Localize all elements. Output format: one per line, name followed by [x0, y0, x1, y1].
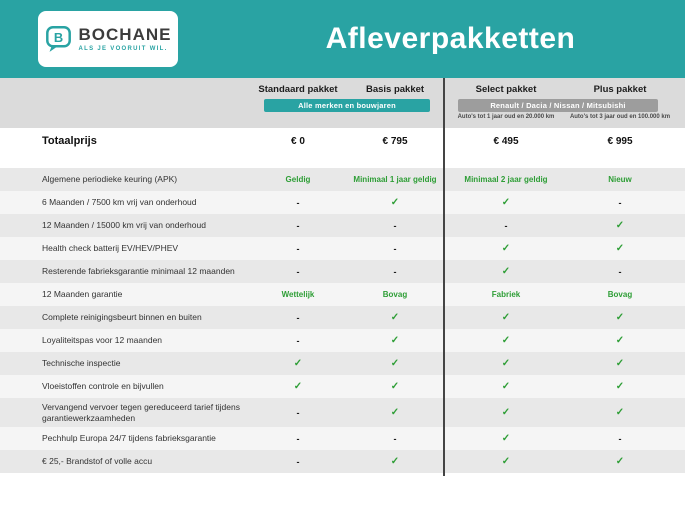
cell-plus: - — [618, 197, 622, 208]
cell-select: ✓ — [501, 243, 511, 254]
cell-plus: ✓ — [615, 243, 625, 254]
logo-text — [79, 26, 172, 52]
cell-select: Fabriek — [491, 290, 521, 299]
row-label: Vloeistoffen controle en bijvullen — [42, 381, 164, 392]
header — [0, 0, 685, 78]
cell-plus: ✓ — [615, 381, 625, 392]
cell-basis: ✓ — [390, 335, 400, 346]
cell-select: ✓ — [501, 358, 511, 369]
cell-basis: ✓ — [390, 456, 400, 468]
cell-basis: ✓ — [390, 381, 400, 392]
badge-renault-dacia-nissan-mitsubishi: Renault / Dacia / Nissan / Mitsubishi — [458, 99, 658, 112]
table-row — [0, 306, 685, 329]
svg-text:B: B — [53, 29, 63, 45]
group-badges — [0, 99, 685, 112]
cell-basis: Minimaal 1 jaar geldig — [353, 175, 437, 184]
cell-plus: ✓ — [615, 407, 625, 419]
cell-select: ✓ — [501, 335, 511, 346]
cell-standaard: Wettelijk — [281, 290, 315, 299]
bochane-logo — [38, 11, 178, 67]
cell-select: ✓ — [501, 197, 511, 208]
cell-standaard: - — [296, 197, 300, 208]
table-row — [0, 260, 685, 283]
cell-basis: ✓ — [390, 407, 400, 419]
table-row — [0, 450, 685, 473]
row-label: Loyaliteitspas voor 12 maanden — [42, 335, 163, 346]
cell-basis: - — [393, 266, 397, 277]
column-basis-pakket: Basis pakket — [365, 84, 425, 95]
column-plus-pakket: Plus pakket — [593, 84, 647, 95]
row-label: 6 Maanden / 7500 km vrij van onderhoud — [42, 197, 197, 208]
logo-tagline: ALS JE VOORUIT WIL. — [78, 46, 168, 52]
cell-standaard: ✓ — [293, 358, 303, 369]
table-row — [0, 237, 685, 260]
cell-standaard: - — [296, 407, 300, 418]
table-row — [0, 375, 685, 398]
cell-plus: ✓ — [615, 220, 625, 231]
cell-standaard: - — [296, 220, 300, 231]
cell-plus: ✓ — [615, 358, 625, 369]
spacer — [0, 154, 685, 168]
cell-standaard: Geldig — [285, 175, 311, 184]
table-row — [0, 191, 685, 214]
column-select-pakket: Select pakket — [475, 84, 537, 95]
cell-select: ✓ — [501, 381, 511, 392]
totaalprijs-row — [0, 128, 685, 154]
cell-basis: ✓ — [390, 312, 400, 323]
cell-plus: - — [618, 266, 622, 277]
cell-standaard: - — [296, 335, 300, 346]
row-label: 12 Maanden / 15000 km vrij van onderhoud — [42, 220, 206, 231]
table-row — [0, 398, 685, 427]
cell-basis: ✓ — [390, 358, 400, 369]
row-label: Pechhulp Europa 24/7 tijdens fabrieksgarantie — [42, 433, 216, 444]
price-standaard: € 0 — [291, 135, 305, 147]
cell-plus: ✓ — [615, 335, 625, 346]
cell-standaard: - — [296, 456, 300, 467]
column-standaard-pakket: Standaard pakket — [258, 84, 338, 95]
cell-standaard: - — [296, 312, 300, 323]
cell-select: ✓ — [501, 266, 511, 277]
cell-standaard: - — [296, 266, 300, 277]
cell-standaard: ✓ — [293, 381, 303, 392]
subnote-select: Auto's tot 1 jaar oud en 20.000 km — [457, 114, 555, 120]
group-divider-line — [443, 78, 445, 476]
cell-basis: Bovag — [382, 290, 408, 299]
cell-plus: - — [618, 433, 622, 444]
row-label: Complete reinigingsbeurt binnen en buiten — [42, 312, 202, 323]
column-subnotes — [0, 114, 685, 120]
cell-basis: - — [393, 243, 397, 254]
cell-plus: Nieuw — [608, 175, 632, 184]
row-label: 12 Maanden garantie — [42, 289, 123, 300]
table-row — [0, 283, 685, 306]
row-label: Health check batterij EV/HEV/PHEV — [42, 243, 179, 254]
table-row — [0, 427, 685, 450]
table-row — [0, 214, 685, 237]
price-select: € 495 — [493, 135, 519, 147]
table-row — [0, 329, 685, 352]
cell-plus: Bovag — [607, 290, 633, 299]
totaalprijs-label: Totaalprijs — [42, 135, 97, 147]
subnote-plus: Auto's tot 3 jaar oud en 100.000 km — [569, 114, 671, 120]
cell-standaard: - — [296, 433, 300, 444]
cell-select: ✓ — [501, 407, 511, 419]
cell-basis: - — [393, 220, 397, 231]
row-label: Algemene periodieke keuring (APK) — [42, 174, 178, 185]
column-titles — [0, 84, 685, 95]
row-label: Vervangend vervoer tegen gereduceerd tarief tijdens garantiewerkzaamheden — [42, 402, 240, 423]
price-plus: € 995 — [607, 135, 633, 147]
page-title: Afleverpakketten — [325, 22, 576, 55]
cell-standaard: - — [296, 243, 300, 254]
row-label: Technische inspectie — [42, 358, 121, 369]
cell-select: - — [504, 220, 508, 231]
cell-select: ✓ — [501, 433, 511, 445]
cell-select: Minimaal 2 jaar geldig — [464, 175, 548, 184]
cell-select: ✓ — [501, 456, 511, 468]
cell-basis: ✓ — [390, 197, 400, 208]
table-row — [0, 168, 685, 191]
cell-plus: ✓ — [615, 456, 625, 468]
table-row — [0, 352, 685, 375]
cell-plus: ✓ — [615, 312, 625, 323]
feature-table — [0, 168, 685, 473]
row-label: € 25,- Brandstof of volle accu — [42, 456, 153, 467]
logo-name: BOCHANE — [78, 25, 172, 44]
column-header-band — [0, 78, 685, 128]
cell-select: ✓ — [501, 312, 511, 323]
badge-alle-merken: Alle merken en bouwjaren — [264, 99, 430, 112]
bochane-b-speech-bubble-icon — [45, 25, 72, 53]
cell-basis: - — [393, 433, 397, 444]
row-label: Resterende fabrieksgarantie minimaal 12 maanden — [42, 266, 235, 277]
price-basis: € 795 — [382, 135, 408, 147]
